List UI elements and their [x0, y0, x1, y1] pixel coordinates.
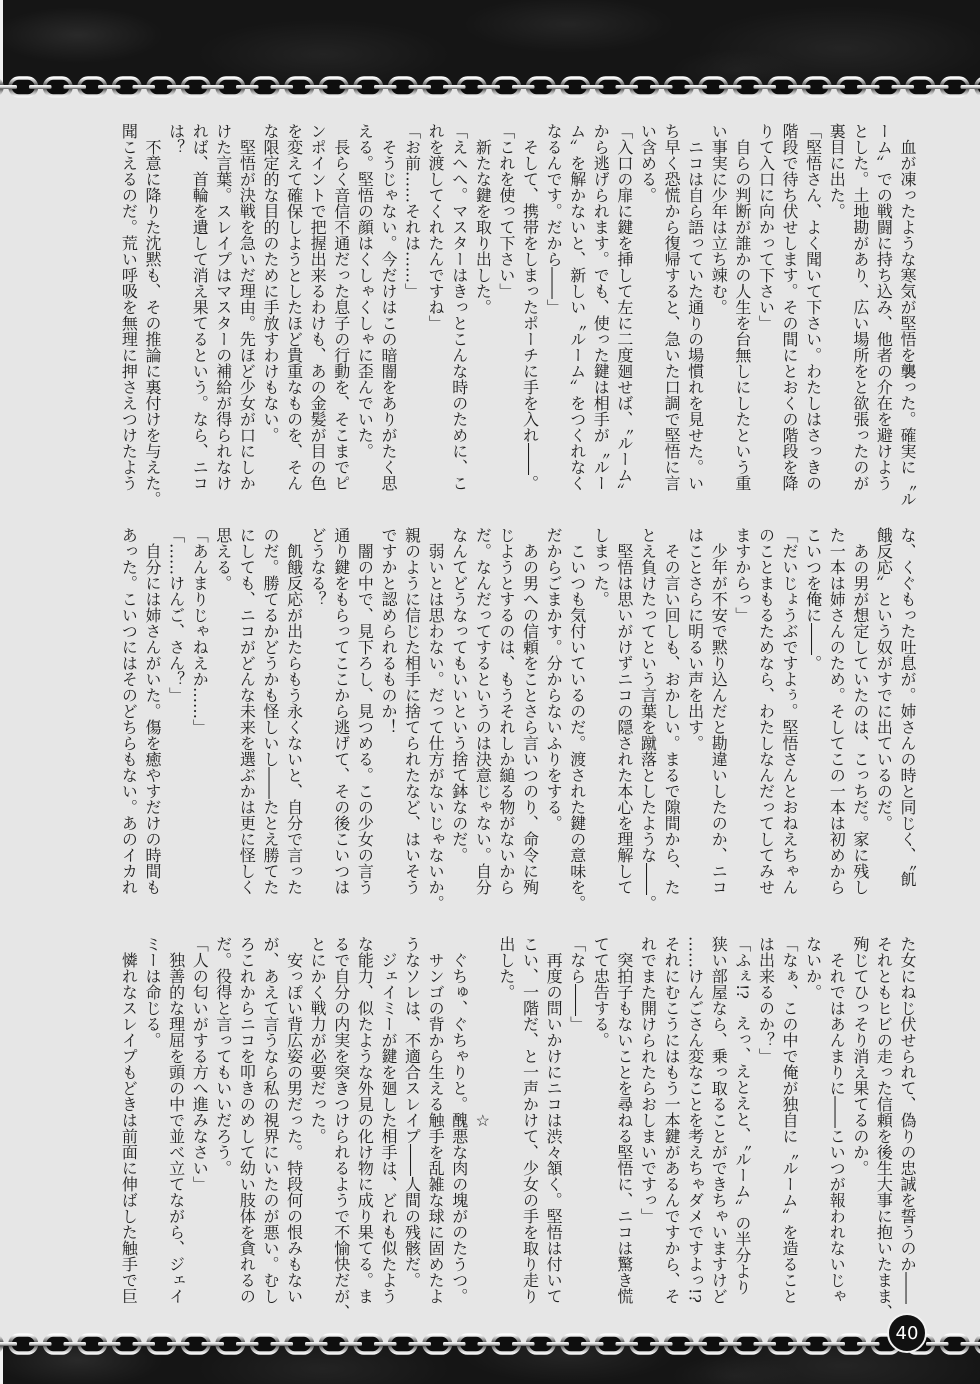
- text-column: 堅悟が決戦を急いだ理由。先ほど少女が口にしか: [237, 123, 257, 491]
- text-column: 餓反応〟という奴がすでに出ているのだ。: [874, 527, 894, 831]
- text-column: なんてどうなってもいいという捨て鉢なのだ。: [449, 527, 469, 863]
- text-column: 飢餓反応が出たらもう永くないと、自分で言った: [284, 527, 304, 895]
- text-column: とにかく戦力が必要だった。: [308, 936, 328, 1144]
- text-column: た女にねじ伏せられて、偽りの忠誠を誓うのか――: [898, 936, 917, 1304]
- text-column: 裏目に出た。: [827, 123, 847, 219]
- text-column: ろこれからニコを叩きのめして幼い肢体を貪れるの: [237, 936, 257, 1304]
- text-column: じようとするのは、もうそれしか縋る物がないから: [496, 527, 516, 895]
- text-column: 新たな鍵を取り出した。: [473, 123, 493, 315]
- text-column: ぐちゅ、ぐちゃりと。醜悪な肉の塊がのたうつ。: [449, 936, 469, 1304]
- text-column: れでまた開けられたらおしまいですっ」: [638, 936, 658, 1224]
- text-column: 闇の中で、見下ろし、見つめる。この少女の言う: [355, 527, 375, 895]
- header-edge-strip: [0, 0, 3, 88]
- text-column: とえ負けたってという言葉を蹴落としたような――。: [638, 527, 658, 911]
- text-column: 血が凍ったような寒気が堅悟を襲った。確実に〝ル: [898, 123, 917, 507]
- header-border: [0, 0, 980, 88]
- text-band-middle: [117, 527, 919, 911]
- text-column: 聞こえるのだ。荒い呼吸を無理に押さえつけたよう: [119, 123, 139, 491]
- text-column: 自らの判断が誰かの人生を台無しにしたという重: [732, 123, 752, 491]
- text-column: サンゴの背から生える触手を乱雑な球に固めたよ: [426, 936, 446, 1304]
- text-column: それではあんまりに――こいつが報われないじゃ: [827, 936, 847, 1304]
- text-column: とした。土地勘があり、広い場所をと欲張ったのが: [850, 123, 870, 491]
- text-column: な、くぐもった吐息が。姉さんの時と同じく、〝飢: [898, 527, 917, 887]
- text-column: 「人の匂いがする方へ進みなさい」: [190, 936, 210, 1192]
- chain-border-bottom-icon: [0, 1333, 980, 1355]
- text-column: あの男が想定していたのは、こっちだ。家に残し: [850, 527, 870, 895]
- text-column: 安っぽい背広姿の男だった。特段何の恨みもない: [284, 936, 304, 1304]
- text-column: こいつを俺に――。: [803, 527, 823, 671]
- text-column: 再度の問いかけにニコは渋々頷く。堅悟は付いて: [544, 936, 564, 1304]
- text-column: ないか。: [803, 936, 823, 1000]
- text-column: 「堅悟さん、よく聞いて下さい。わたしはさっきの: [803, 123, 823, 491]
- text-column: 長らく音信不通だった息子の行動を、そこまでピ: [331, 123, 351, 491]
- text-column: なるんです。だから――」: [544, 123, 564, 315]
- text-column: はことさらに明るい声を出す。: [685, 527, 705, 751]
- text-column: た一本は姉さんのため。そしてこの一本は初めから: [827, 527, 847, 895]
- text-column: その言い回しも、おかしい。まるで隙間から、た: [662, 527, 682, 895]
- text-column: れば、首輪を遺して消え果てるという。なら、ニコ: [190, 123, 210, 491]
- text-column: けた言葉。スレイプはマスターの補給が得られなけ: [213, 123, 233, 491]
- text-column: ニコは自ら語っていた通りの場慣れを見せた。い: [685, 123, 705, 491]
- text-column: な能力、似たような外見の化け物に成り果てる。ま: [355, 936, 375, 1304]
- text-column: そして、携帯をしまったポーチに手を入れ――。: [520, 123, 540, 491]
- text-column: にしても、ニコがどんな未来を選ぶかは更に怪しく: [237, 527, 257, 895]
- text-column: 「入口の扉に鍵を挿して左に二度廻せば、〝ルーム〟: [614, 123, 634, 499]
- page-number-badge: [887, 1313, 927, 1353]
- text-column: ジェイミーが鍵を廻した相手は、どれも似たよう: [378, 936, 398, 1304]
- text-column: 堅悟は思いがけずニコの隠された本心を理解して: [614, 527, 634, 895]
- section-break-star-icon: ☆: [473, 1110, 493, 1130]
- text-column: ンポイントで把握出来るわけも、あの金髪が目の色: [308, 123, 328, 491]
- text-column: 親のように信じた相手に捨てられたなど、はいそう: [402, 527, 422, 895]
- text-column: える。堅悟の顔はくしゃくしゃに歪んでいた。: [355, 123, 375, 459]
- text-column: るで自分の内実を突きつけられるようで不愉快だが、: [331, 936, 351, 1320]
- text-column: 「なら――」: [567, 936, 587, 1032]
- text-column: あの男への信頼をことさら言いつのり、命令に殉: [520, 527, 540, 895]
- text-column: な限定的な目的のために手放すわけもない。: [260, 123, 280, 443]
- text-column: ますからっ」: [732, 527, 752, 623]
- text-column: 憐れなスレイプもどきは前面に伸ばした触手で巨: [119, 936, 139, 1304]
- text-column: 弱いとは思わない。だって仕方がないじゃないか。: [426, 527, 446, 911]
- text-column: ーム〟での戦闘に持ち込み、他者の介在を避けよう: [874, 123, 894, 491]
- text-column: 「あんまりじゃねえか……」: [190, 527, 210, 735]
- text-column: あった。こいつにはそのどちらもない。あのイカれ: [119, 527, 139, 895]
- text-column: 自分には姉さんがいた。傷を癒やすだけの時間も: [143, 527, 162, 895]
- text-column: だ。なんだってするというのは決意じゃない。自分: [473, 527, 493, 895]
- text-column: 出した。: [496, 936, 516, 1000]
- text-column: ですかと認められるものか！: [378, 527, 398, 735]
- text-column: そうじゃない。今だけはこの暗闇をありがたく思: [378, 123, 398, 491]
- chain-border-top-icon: [0, 76, 980, 98]
- text-column: 不意に降りた沈黙も、その推論に裏付けを与えた。: [143, 123, 162, 507]
- text-column: てて忠告する。: [591, 936, 611, 1048]
- page-number: 40: [895, 1322, 919, 1344]
- text-column: ム〟を解かないと、新しい〝ルーム〟をつくれなく: [567, 123, 587, 491]
- text-column: 通り鍵をもらってここから逃げて、その後こいつは: [331, 527, 351, 895]
- text-column: 独善的な理屈を頭の中で並べ立てながら、ジェイ: [166, 936, 186, 1304]
- text-column: から逃げられます。でも、使った鍵は相手が〝ルー: [591, 123, 611, 491]
- text-column: ……けんごさん変なことを考えちゃダメですよっ!?: [685, 936, 705, 1304]
- text-column: 「これを使って下さい」: [496, 123, 516, 299]
- text-column: のだ。勝てるかどうかも怪しいし――たとえ勝てた: [260, 527, 280, 895]
- text-column: 「なぁ、この中で俺が独自に〝ルーム〟を造ること: [780, 936, 800, 1304]
- text-column: それともヒビの走った信頼を後生大事に抱いたまま、: [874, 936, 894, 1320]
- text-column: 「ふぇ!? えっ、えとえと、〝ルーム〟の半分より: [732, 936, 752, 1296]
- text-column: それにむこうにはもう一本鍵があるんですから、そ: [662, 936, 682, 1304]
- text-column: 思える。: [213, 527, 233, 591]
- text-column: こい、一階だ、と一声かけて、少女の手を取り走り: [520, 936, 540, 1304]
- text-column: 殉じてひっそり消え果てるのか。: [850, 936, 870, 1176]
- text-column: りて入口に向かって下さい」: [756, 123, 776, 331]
- text-column: い含める。: [638, 123, 658, 203]
- text-column: ミーは命じる。: [143, 936, 162, 1048]
- text-column: を変えて確保しようとしたほど貴重なものを、そん: [284, 123, 304, 491]
- text-column: のことまもるためなら、わたしなんだってしてみせ: [756, 527, 776, 895]
- text-column: れを渡してくれたんですね」: [426, 123, 446, 331]
- text-column: 狭い部屋なら、乗っ取ることができちゃいますけど: [709, 936, 729, 1304]
- text-column: は？: [166, 123, 186, 155]
- text-column: 突拍子もないことを尋ねる堅悟に、ニコは驚き慌: [614, 936, 634, 1304]
- text-column: 少年が不安で黙り込んだと勘違いしたのか、ニコ: [709, 527, 729, 895]
- text-band-top: [117, 123, 919, 507]
- text-column: い事実に少年は立ち竦む。: [709, 123, 729, 315]
- text-column: 「お前……それは……」: [402, 123, 422, 299]
- text-column: だ。役得と言ってもいいだろう。: [213, 936, 233, 1176]
- text-column: しまった。: [591, 527, 611, 607]
- text-column: は出来るのか？」: [756, 936, 776, 1064]
- text-column: 「だいじょうぶですよぅ。堅悟さんとおねえちゃん: [780, 527, 800, 895]
- text-column: うなソレは、不適合スレイプ――人間の残骸だ。: [402, 936, 422, 1288]
- text-column: だからごまかす。分からないふりをする。: [544, 527, 564, 831]
- text-column: こいつも気付いているのだ。渡された鍵の意味を。: [567, 527, 587, 911]
- text-column: が、あえて言うなら私の視界にいたのが悪い。むし: [260, 936, 280, 1304]
- text-band-bottom: [117, 936, 919, 1320]
- text-column: 「えへへ。マスターはきっとこんな時のために、こ: [449, 123, 469, 491]
- text-column: ち早く恐慌から復帰すると、急いた口調で堅悟に言: [662, 123, 682, 491]
- text-column: 階段で待ち伏せします。その間にとおくの階段を降: [780, 123, 800, 491]
- text-column: 「……けんご、さん？」: [166, 527, 186, 703]
- text-column: どうなる？: [308, 527, 328, 607]
